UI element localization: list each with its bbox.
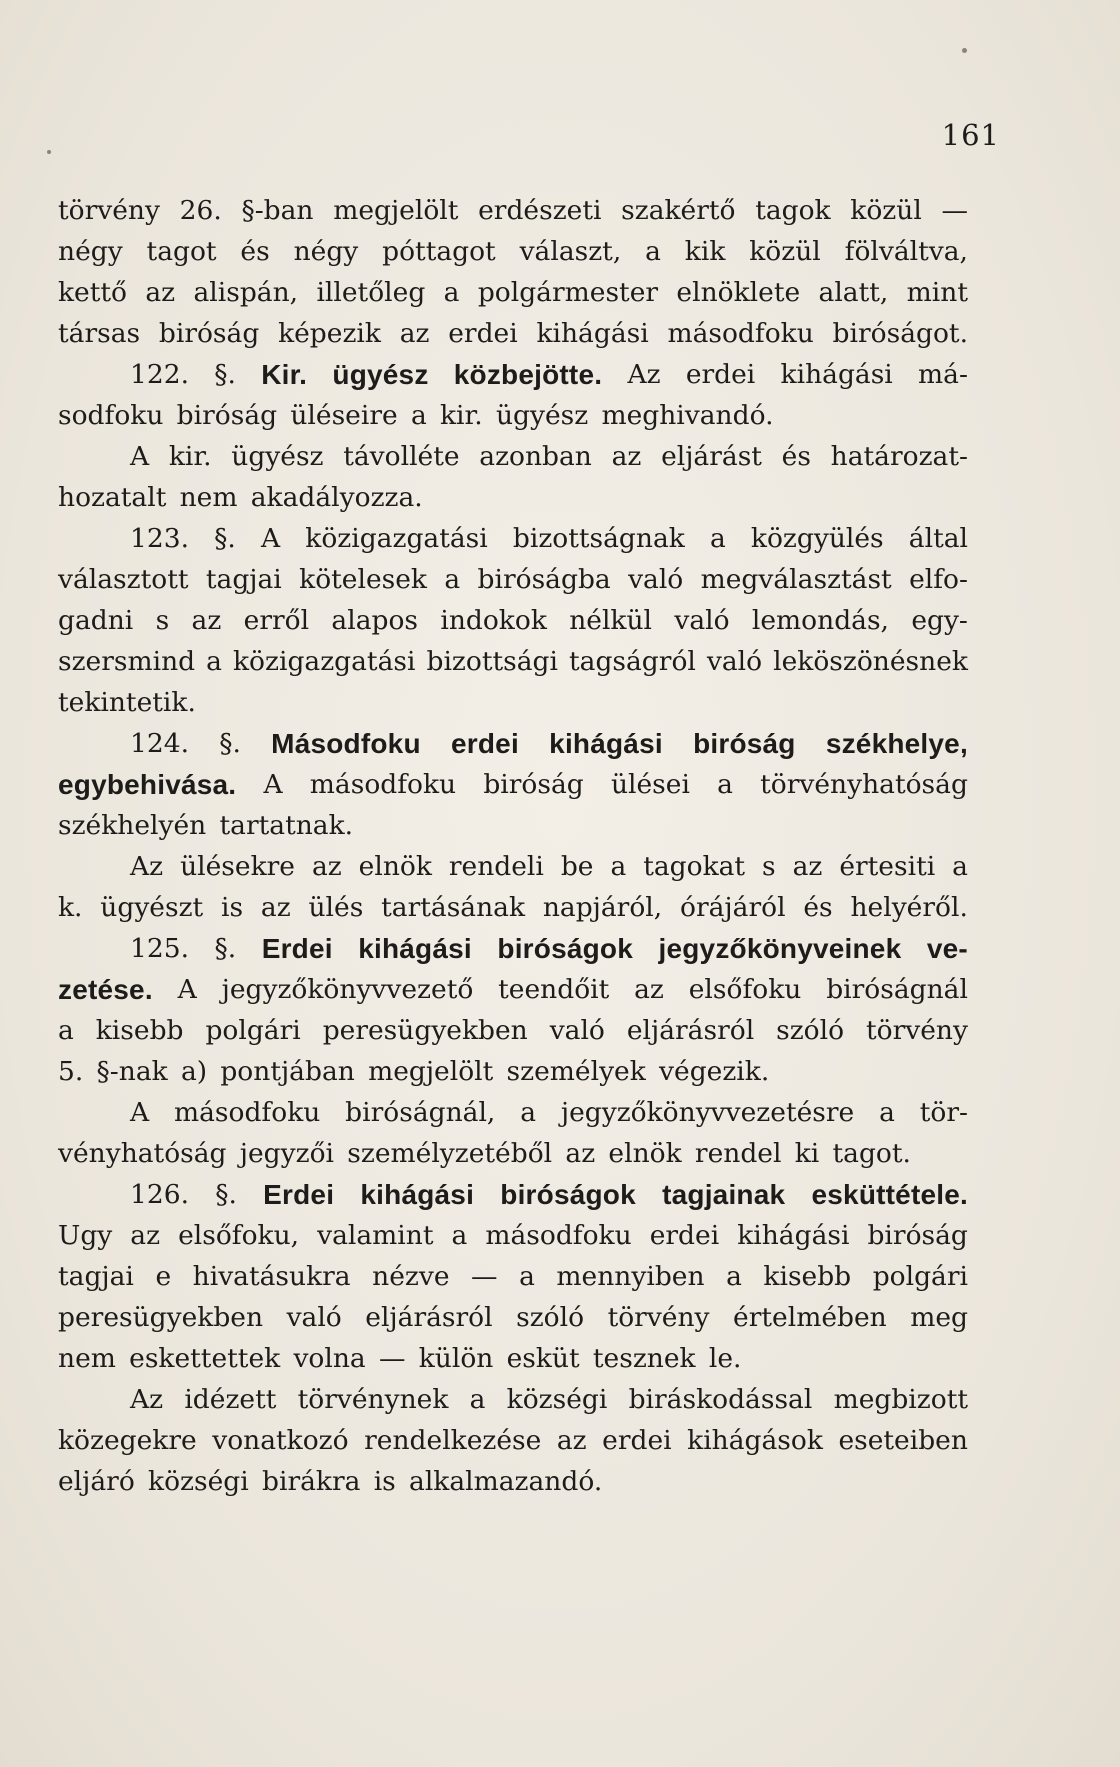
bold-word: kihágási [358,933,472,964]
word: kihágási [536,318,649,349]
word: eseteiben [838,1425,968,1456]
word: közül [749,236,821,267]
text-line [58,518,968,559]
word: jegyzői [239,1138,335,1169]
word: rendeli [448,851,544,882]
bold-word: Erdei [261,933,333,964]
word: törvény [866,1015,968,1046]
word: a [952,851,968,882]
text-line [58,313,968,354]
word: ülés [308,892,364,923]
text-line [58,1420,968,1461]
word: az [145,277,176,308]
word: helyéről. [850,892,968,923]
word: négy [293,236,359,267]
word: mint [906,277,968,308]
word: 124. [130,728,190,759]
bold-word: biróságok [500,1179,636,1210]
word: való [706,646,763,677]
word: jegyzőkönyvvezetésre [560,1097,855,1128]
text-line [58,436,968,477]
word: a [451,1220,468,1251]
word: indokok [440,605,547,636]
word: és [803,892,833,923]
word: biróság [867,1220,968,1251]
word: órájáról [680,892,786,923]
word: a [519,1261,535,1292]
word: elsőfoku, [178,1220,300,1251]
word: ülésekre [180,851,295,882]
word: határozat- [830,441,968,472]
word: teendőit [498,974,610,1005]
text-line [58,1297,968,1338]
word: lemondás, [751,605,889,636]
word: eljáró [58,1466,135,1497]
word: való [628,564,684,595]
word: az [611,441,642,472]
word: tartásának [381,892,526,923]
word: §. [214,933,237,964]
word: erdei [602,1425,672,1456]
word: 26. [179,195,222,226]
word: biróságnál [826,974,968,1005]
text-line [58,1379,968,1420]
text-line [58,1461,968,1502]
word: való [286,1302,342,1333]
word: másodfoku [173,1097,321,1128]
word: rendel [694,1138,782,1169]
word: póttagot [382,236,496,267]
word: tagságról [569,646,696,677]
word: akadályozza. [250,482,423,513]
word: törvény [607,1302,710,1333]
word: biróságba [477,564,611,595]
text-line [58,887,968,928]
word: a [206,646,222,677]
word: értelmében [733,1302,887,1333]
word: alatt, [818,277,889,308]
word: közül [850,195,922,226]
word: ügyész [231,441,324,472]
word: e [155,1261,172,1292]
word: a [444,564,461,595]
word: községi [506,1384,608,1415]
word: be [560,851,594,882]
word: személyek [506,1056,646,1087]
word: nélkül [569,605,653,636]
bold-word: székhelye, [825,728,968,759]
word: kettő [58,277,127,308]
word: A [130,441,150,472]
word: választ, [519,236,622,267]
text-line [58,190,968,231]
bold-word: kihágási [549,728,663,759]
bold-word: közbejötte. [453,359,603,390]
bold-word: Erdei [263,1179,335,1210]
word: a [645,236,661,267]
word: és [781,441,811,472]
word: közegekre [58,1425,197,1456]
word: elnök [608,1138,682,1169]
word: az [399,318,430,349]
word: távolléte [343,441,460,472]
word: 122. [130,359,190,390]
word: Ugy [58,1220,113,1251]
word: másodfoku [309,769,457,800]
word: ügyészt [100,892,204,923]
text-line [58,1051,968,1092]
word: tagok [755,195,831,226]
text-line [58,477,968,518]
page-number: 161 [941,118,1000,152]
word: biróságot. [832,318,968,349]
text-line [58,1338,968,1379]
word: biróságnál, [345,1097,496,1128]
word: peresügyekben [322,1015,528,1046]
word: 5. [58,1056,84,1087]
word: szóló [776,1015,845,1046]
text-line [58,723,968,764]
word: közigazgatási [305,523,488,554]
word: az [260,892,291,923]
word: elnök [358,851,432,882]
word: közigazgatási [233,646,416,677]
word: kisebb [763,1261,852,1292]
word: által [908,523,968,554]
text-line [58,1256,968,1297]
word: az [130,1220,161,1251]
word: tartatnak. [219,810,354,841]
word: az [191,605,222,636]
word: ki [794,1138,820,1169]
word: §. [214,359,236,390]
text-line [58,354,968,395]
word: a [879,1097,895,1128]
bold-word: Másodfoku [271,728,421,759]
body-text [58,190,968,1502]
word: biráskodással [628,1384,813,1415]
word: meg [910,1302,968,1333]
word: való [549,1015,605,1046]
bold-word: zetése. [58,974,153,1005]
word: a [520,1097,537,1128]
word: törvény [58,195,160,226]
word: §. [214,523,236,554]
word: az [565,1138,596,1169]
word: elnöklete [676,277,801,308]
word: való [674,605,730,636]
word: szersmind [58,646,196,677]
word: kihágások [687,1425,823,1456]
word: kihágási [780,359,893,390]
word: székhelyén [58,810,207,841]
word: tagjai [205,564,282,595]
bold-word: egybehivása. [58,769,237,800]
word: erdei [649,1220,720,1251]
text-line [58,1010,968,1051]
word: kötelesek [299,564,427,595]
word: mennyiben [556,1261,705,1292]
text-line [58,969,968,1010]
text-line [58,641,968,682]
word: megjelölt [368,1056,494,1087]
word: sodfoku [58,400,164,431]
word: választott [58,564,189,595]
bold-word: jegyzőkönyveinek [658,933,902,964]
word: végezik. [659,1056,770,1087]
word: 126. [130,1179,190,1210]
word: nem [58,1343,116,1374]
word: tagokat [643,851,746,882]
word: megjelölt [333,195,459,226]
bold-word: tagjainak [662,1179,786,1210]
word: elfo- [909,564,968,595]
text-line [58,928,968,969]
text-line [58,1133,968,1174]
word: erdei [685,359,756,390]
word: eljárásról [626,1015,755,1046]
word: 125. [130,933,190,964]
word: Az [130,1384,164,1415]
bold-word: biróságok [497,933,633,964]
word: nézve [372,1261,450,1292]
word: pontjában [220,1056,355,1087]
word: személyzetéből [347,1138,553,1169]
word: községi [148,1466,249,1497]
word: eskettettek [129,1343,281,1374]
word: tagot. [832,1138,911,1169]
word: bizottsági [426,646,558,677]
word: alispán, [193,277,299,308]
word: le. [708,1343,742,1374]
word: s [762,851,776,882]
word: meghivandó. [601,400,774,431]
word: vényhatóság [58,1138,227,1169]
word: kir. [168,441,212,472]
word: volna [293,1343,366,1374]
word: szakértő [621,195,736,226]
word: a [58,1015,74,1046]
text-line [58,764,968,805]
word: külön [418,1343,494,1374]
word: elsőfoku [688,974,802,1005]
word: és [240,236,270,267]
word: erdei [448,318,518,349]
word: birákra [262,1466,361,1497]
word: §. [219,728,241,759]
word: valamint [317,1220,434,1251]
word: másodfoku [485,1220,632,1251]
word: a [469,1384,486,1415]
word: — [378,1343,406,1374]
word: erről [243,605,310,636]
word: az [556,1425,587,1456]
text-line [58,1215,968,1256]
word: Az [130,851,164,882]
word: A [130,1097,150,1128]
bold-word: kihágási [360,1179,475,1210]
bold-word: biróság [693,728,796,759]
word: kihágási [737,1220,850,1251]
word: illetőleg [316,277,426,308]
word: a [443,277,460,308]
word: ügyész [495,400,589,431]
text-line [58,231,968,272]
text-line [58,272,968,313]
word: a [610,851,627,882]
word: eljárásról [365,1302,493,1333]
word: vonatkozó [212,1425,349,1456]
word: egy- [911,605,968,636]
word: s [155,605,170,636]
word: az [792,851,823,882]
word: peresügyekben [58,1302,264,1333]
word: 123. [130,523,190,554]
text-line [58,805,968,846]
paper-speck [962,48,967,53]
word: hivatásukra [192,1261,351,1292]
word: az [634,974,664,1005]
word: §-nak [96,1056,168,1087]
word: képezik [278,318,381,349]
word: szóló [516,1302,585,1333]
word: tesznek [592,1343,696,1374]
word: rendelkezése [364,1425,542,1456]
word: esküt [506,1343,580,1374]
word: bizottságnak [512,523,685,554]
word: közgyülés [750,523,884,554]
word: — [941,195,968,226]
word: is [221,892,244,923]
word: tekintetik. [58,687,196,718]
word: napjáról, [542,892,663,923]
word: is [373,1466,396,1497]
word: kisebb [95,1015,184,1046]
word: — [471,1261,498,1292]
word: biróság [176,400,278,431]
word: a [726,1261,742,1292]
word: a [410,400,427,431]
word: hozatalt [58,482,167,513]
word: törvénynek [297,1384,449,1415]
word: §. [215,1179,237,1210]
text-line [58,1092,968,1133]
word: tagot [146,236,217,267]
paper-speck [47,150,51,154]
text-line [58,559,968,600]
word: A [263,769,283,800]
word: nem [179,482,238,513]
bold-word: ve- [926,933,968,964]
word: A [260,523,281,554]
word: kik [684,236,726,267]
bold-word: ügyész [332,359,429,390]
word: azonban [479,441,592,472]
word: négy [58,236,123,267]
word: kir. [440,400,483,431]
word: polgári [205,1015,301,1046]
word: tör- [919,1097,968,1128]
word: a) [180,1056,208,1087]
word: biróság [483,769,584,800]
text-line [58,846,968,887]
text-line [58,682,968,723]
word: üléseire [290,400,398,431]
bold-word: esküttétele. [811,1179,968,1210]
word: ülései [610,769,690,800]
word: leköszönésnek [773,646,968,677]
word: tagjai [58,1261,134,1292]
word: Az [627,359,661,390]
word: §-ban [241,195,314,226]
word: törvényhatóság [760,769,968,800]
text-line [58,600,968,641]
word: biróság [158,318,260,349]
word: A [177,974,197,1005]
word: értesiti [839,851,936,882]
bold-word: erdei [451,728,519,759]
word: megválasztást [700,564,892,595]
word: megbizott [833,1384,968,1415]
word: fölváltva, [844,236,968,267]
word: az [311,851,342,882]
word: társas [58,318,141,349]
word: jegyzőkönyvvezető [221,974,474,1005]
word: k. [58,892,83,923]
word: polgármester [477,277,659,308]
word: erdészeti [478,195,602,226]
word: gadni [58,605,134,636]
text-line [58,395,968,436]
word: alapos [331,605,419,636]
word: idézett [184,1384,277,1415]
word: másodfoku [667,318,814,349]
word: a [717,769,733,800]
word: polgári [872,1261,968,1292]
word: má- [918,359,968,390]
word: alkalmazandó. [409,1466,603,1497]
word: eljárást [661,441,762,472]
bold-word: Kir. [261,359,308,390]
word: a [709,523,726,554]
text-line [58,1174,968,1215]
